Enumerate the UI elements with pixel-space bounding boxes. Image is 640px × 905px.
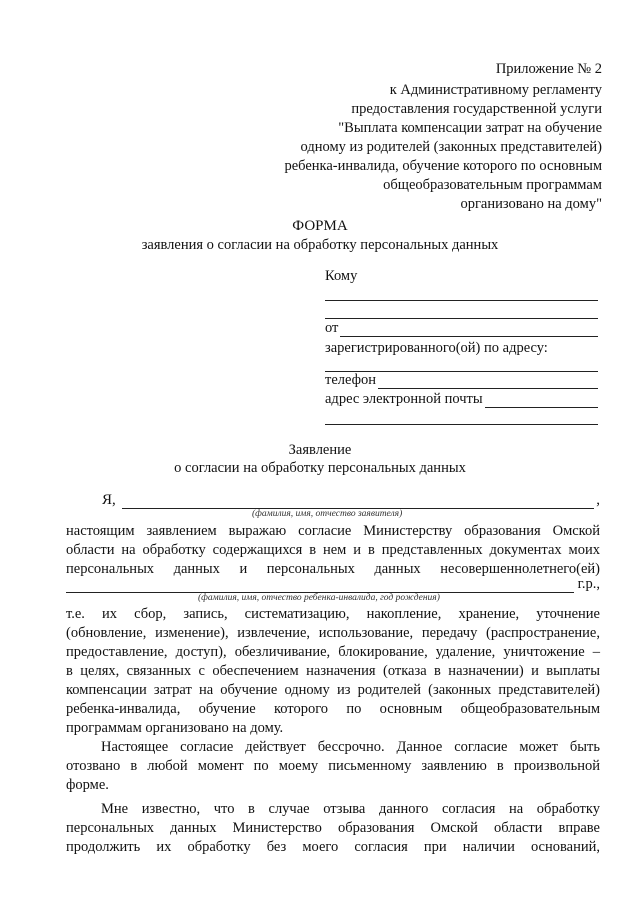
header-line: ребенка-инвалида, обучение которого по основным xyxy=(284,158,602,174)
phone-field-line[interactable] xyxy=(378,374,598,389)
phone-field[interactable] xyxy=(325,372,598,389)
revocation-paragraph-line: персональных данных Министерство образования Омской области вправе xyxy=(66,820,600,836)
header-line: предоставления государственной услуги xyxy=(351,101,602,117)
statement-line: настоящим заявлением выражаю согласие Министерству образования Омской xyxy=(66,523,600,539)
from-field-line[interactable] xyxy=(340,322,598,337)
header-line: к Административному регламенту xyxy=(389,82,602,98)
statement-line: т.е. их сбор, запись, систематизацию, накопление, хранение, уточнение xyxy=(66,606,600,622)
header-line: организовано на дому" xyxy=(460,196,602,212)
statement-line: ребенка-инвалида, обучение которого по основным общеобразовательным xyxy=(66,701,600,717)
header-line: одному из родителей (законных представителей) xyxy=(300,139,602,155)
registered-address-label: зарегистрированного(ой) по адресу: xyxy=(325,340,548,356)
validity-paragraph-line: Настоящее согласие действует бессрочно. Данное согласие может быть xyxy=(101,739,600,755)
birth-year-suffix: г.р., xyxy=(577,576,600,592)
header-line: общеобразовательным программам xyxy=(383,177,602,193)
statement-title: Заявление xyxy=(288,442,352,458)
header-line: "Выплата компенсации затрат на обучение xyxy=(338,120,602,136)
statement-line: предоставление, доступ), обезличивание, блокирование, удаление, уничтожение – xyxy=(66,644,600,660)
email-field-line-2[interactable] xyxy=(325,424,598,425)
statement-line: области на обработку содержащихся в нем и в представленных документах моих xyxy=(66,542,600,558)
email-field[interactable] xyxy=(325,391,598,408)
email-field-line[interactable] xyxy=(485,393,598,408)
statement-line: персональных данных и персональных данных несовершеннолетнего(ей) xyxy=(66,561,600,577)
ya-label: Я, xyxy=(102,492,116,508)
applicant-name-field[interactable] xyxy=(102,492,600,509)
statement-line: (обновление, изменение), извлечение, использование, передачу (распространение, xyxy=(66,625,600,641)
from-label: от xyxy=(325,320,339,336)
statement-line: компенсации затрат на обучение одному из родителей (законных представителей) xyxy=(66,682,600,698)
revocation-paragraph-line: Мне известно, что в случае отзыва данного согласия на обработку xyxy=(101,801,600,817)
applicant-name-line[interactable] xyxy=(122,494,594,509)
to-label: Кому xyxy=(325,268,358,284)
email-label: адрес электронной почты xyxy=(325,391,483,407)
appendix-header xyxy=(282,60,602,214)
statement-line: программам организовано на дому. xyxy=(66,720,284,736)
validity-paragraph-line: форме. xyxy=(66,777,109,793)
statement-line: в целях, связанных с обеспечением назначения (отказа в назначении) и выплаты xyxy=(66,663,600,679)
applicant-name-caption: (фамилия, имя, отчество заявителя) xyxy=(252,509,403,519)
child-name-line[interactable] xyxy=(66,578,574,593)
appendix-number: Приложение № 2 xyxy=(495,61,602,77)
to-field-line-1[interactable] xyxy=(325,300,598,301)
comma: , xyxy=(596,492,600,508)
phone-label: телефон xyxy=(325,372,377,388)
child-name-caption: (фамилия, имя, отчество ребенка-инвалида, год рождения) xyxy=(198,593,440,603)
form-title: ФОРМА xyxy=(292,218,348,234)
from-field[interactable] xyxy=(325,320,598,337)
to-field-line-2[interactable] xyxy=(325,318,598,319)
form-subtitle: заявления о согласии на обработку персональных данных xyxy=(141,237,499,253)
validity-paragraph-line: отозвано в любой момент по моему письменному заявлению в произвольной xyxy=(66,758,600,774)
child-name-field[interactable] xyxy=(66,576,600,593)
revocation-paragraph-line: продолжить их обработку без моего согласия при наличии оснований, xyxy=(66,839,600,855)
statement-subtitle: о согласии на обработку персональных данных xyxy=(174,460,466,476)
